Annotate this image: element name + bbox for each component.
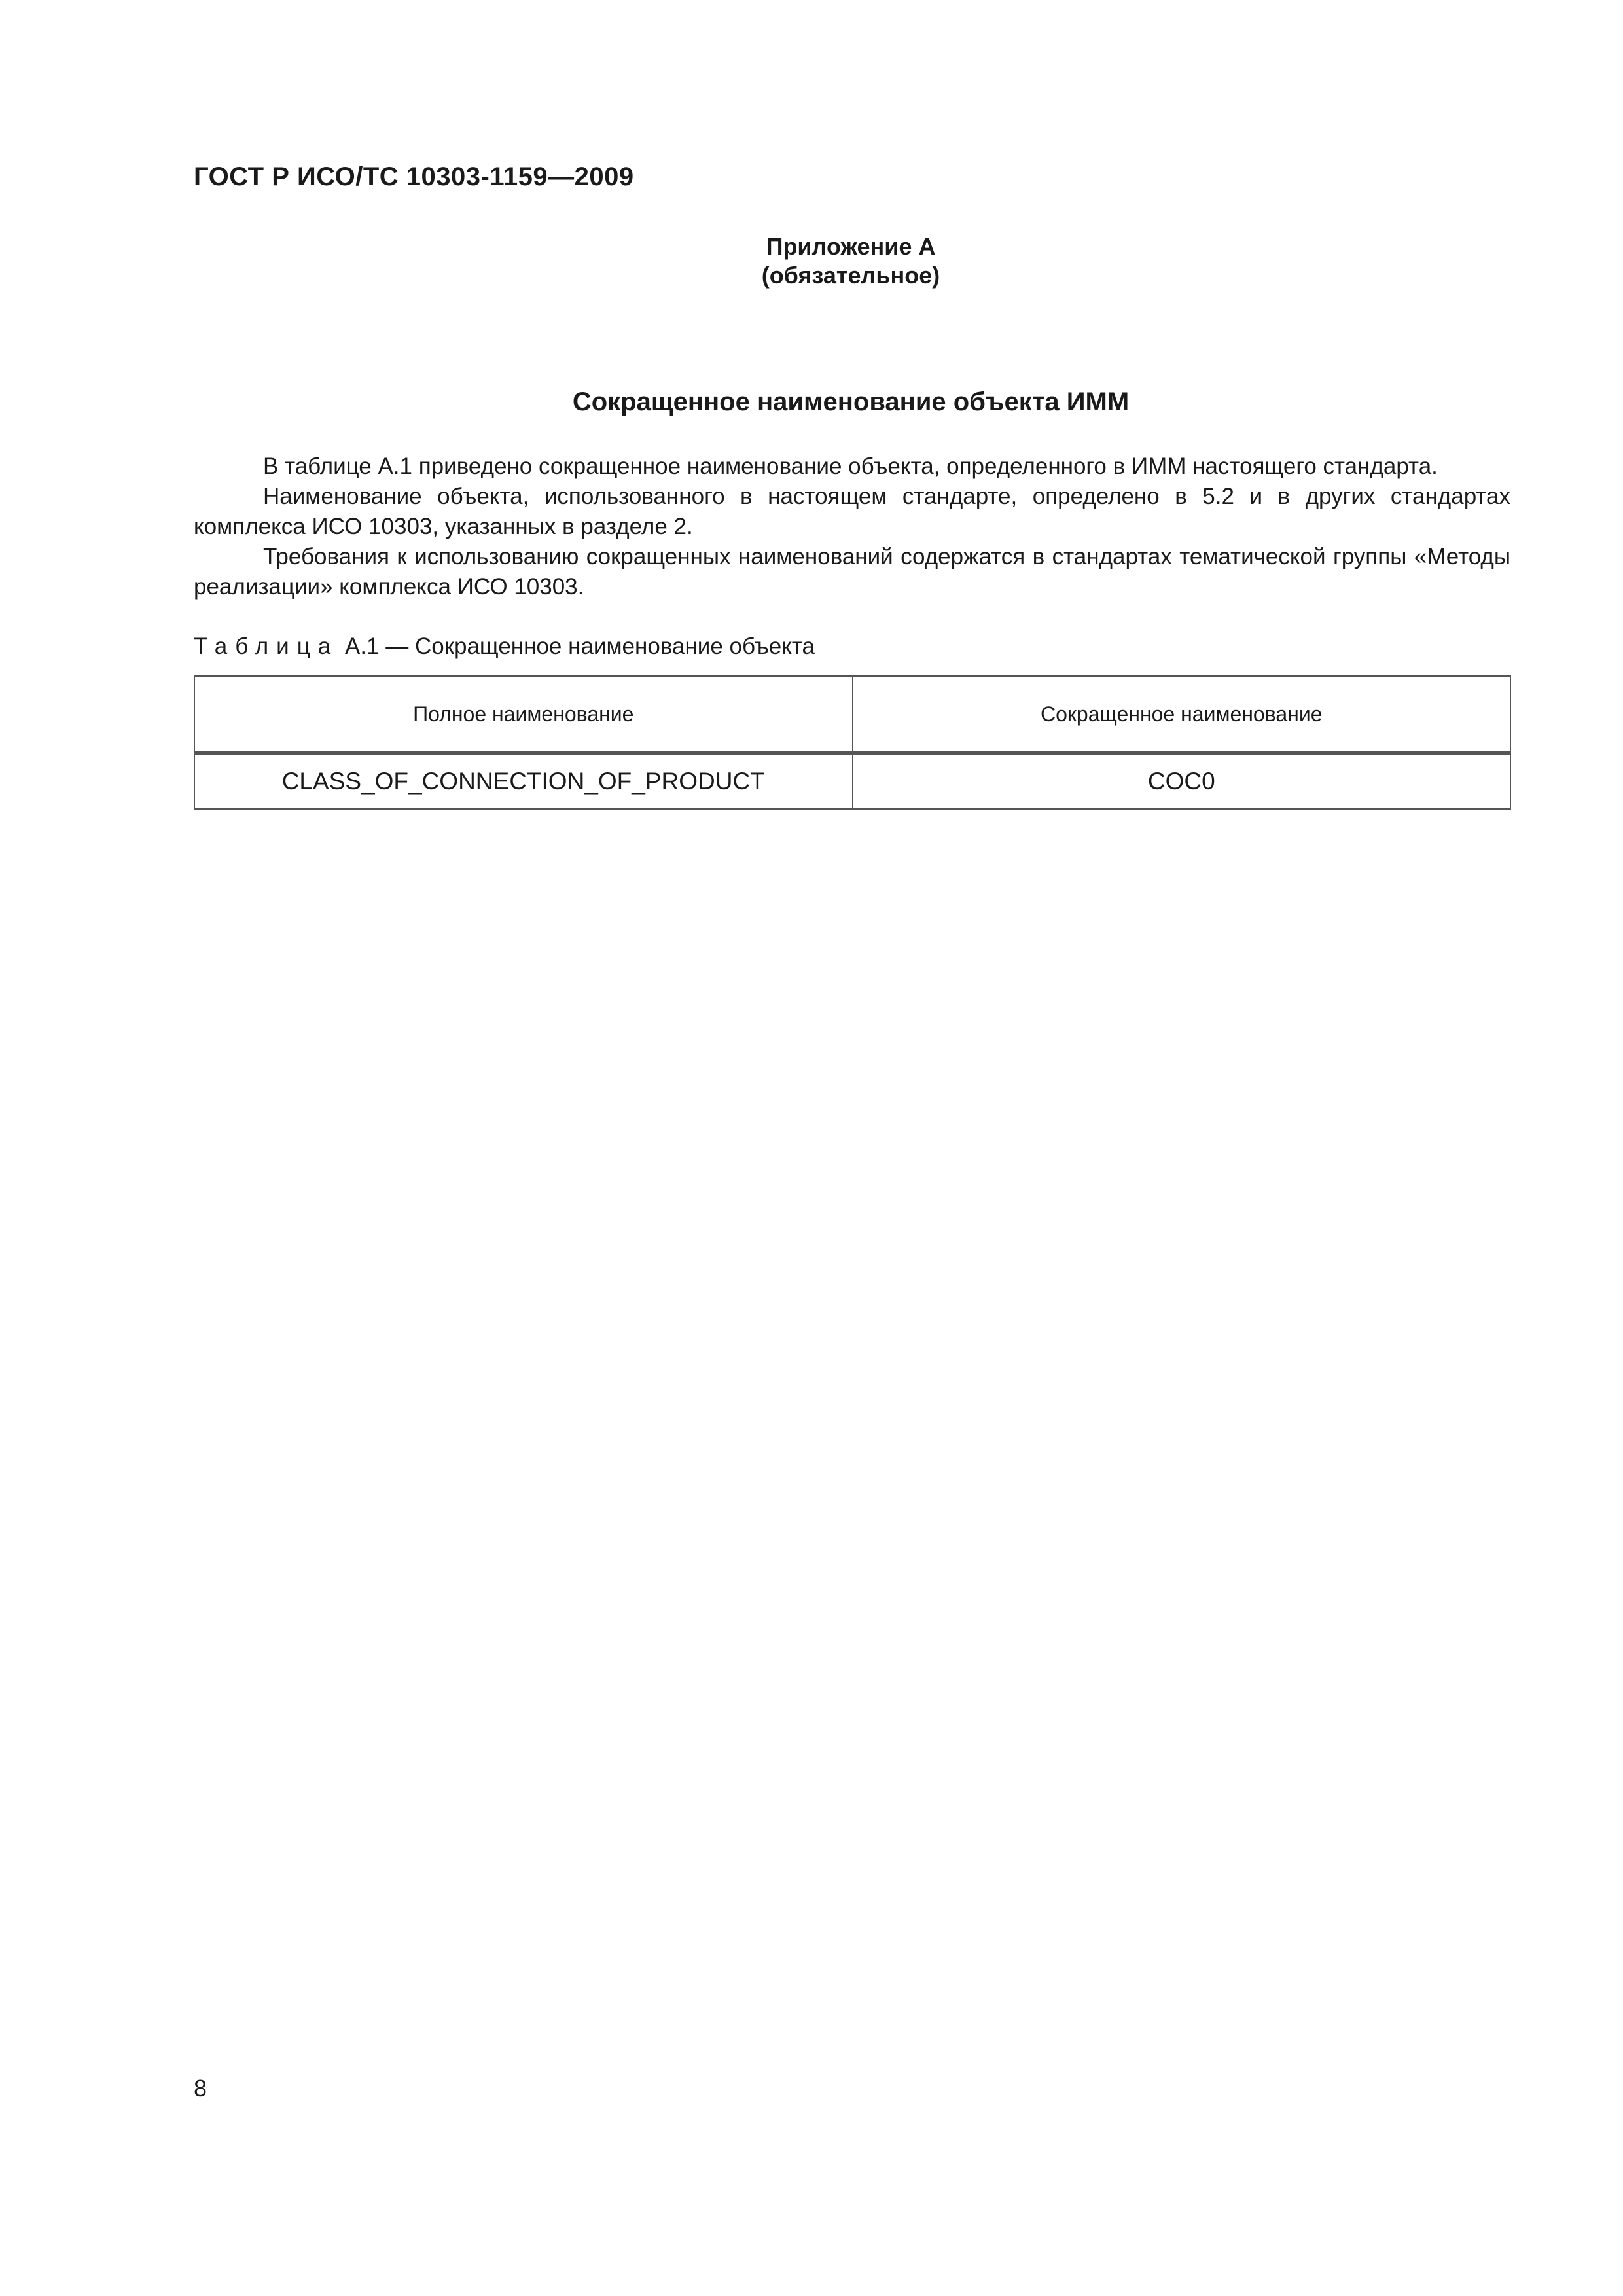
table-caption-text: А.1 — Сокращенное наименование объекта <box>344 634 815 659</box>
table-caption <box>194 634 815 660</box>
paragraph-1: В таблице А.1 приведено сокращенное наименование объекта, определенного в ИММ настоящего стандарта. <box>263 454 1438 479</box>
abbreviation-table <box>194 675 1511 810</box>
header-short-name: Сокращенное наименование <box>853 676 1511 753</box>
page-number: 8 <box>194 2075 207 2102</box>
document-code: ГОСТ Р ИСО/ТС 10303-1159—2009 <box>194 162 634 191</box>
table-caption-label: Таблица <box>194 634 339 659</box>
body-text <box>194 452 1510 602</box>
cell-full-name: CLASS_OF_CONNECTION_OF_PRODUCT <box>194 753 853 810</box>
annex-status: (обязательное) <box>761 262 940 289</box>
paragraph-2: Наименование объекта, использованного в настоящем стандарте, определено в 5.2 и в других стандартах комплекса ИСО 10303, указанных в разделе 2. <box>194 484 1510 539</box>
section-title: Сокращенное наименование объекта ИММ <box>572 387 1130 416</box>
annex-title: Приложение А <box>766 233 936 260</box>
header-full-name: Полное наименование <box>194 676 853 753</box>
table-row <box>194 753 1510 810</box>
table-header-row <box>194 676 1510 753</box>
paragraph-3: Требования к использованию сокращенных наименований содержатся в стандартах тематической группы «Методы реализации» комплекса ИСО 10303. <box>194 544 1510 600</box>
cell-short-name: COC0 <box>853 753 1511 810</box>
